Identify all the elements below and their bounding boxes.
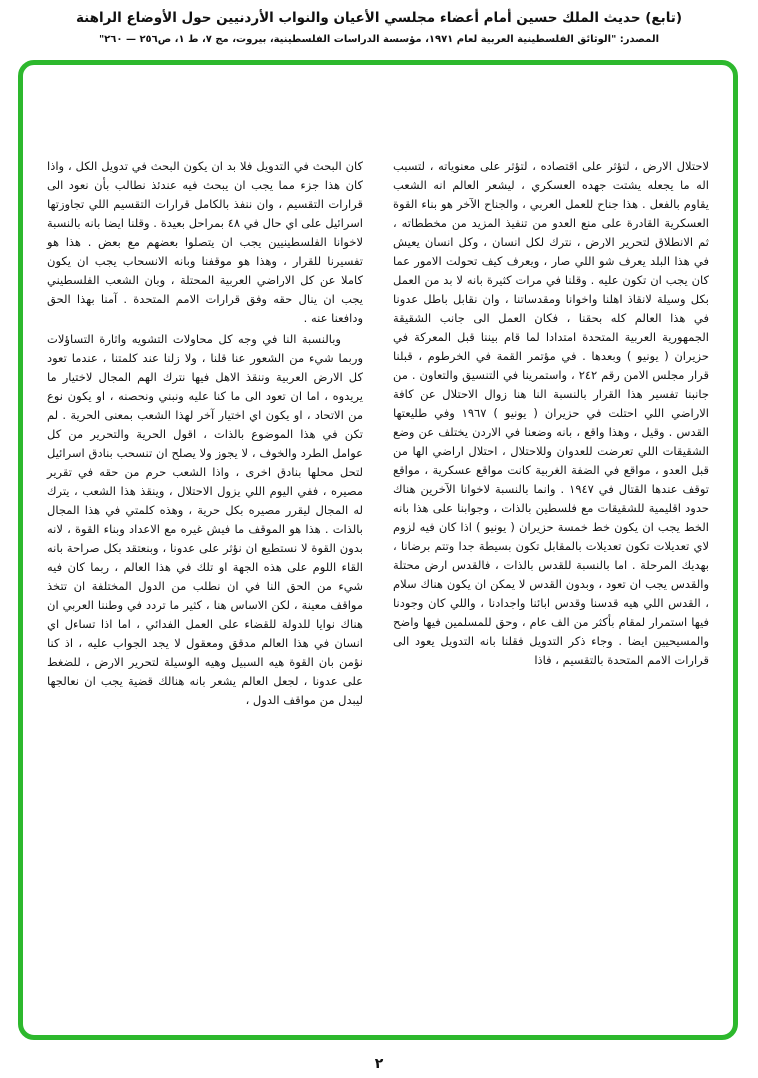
left-column: [47, 157, 363, 1015]
body-paragraph: كان البحث في التدويل فلا بد ان يكون البحث في تدويل الكل ، واذا كان هذا جزء مما يجب ان يبحث فيه عندئذ نطالب بأن نعود الى قرارات التقسيم ، وان ننفذ بالكامل قرارات التقسيم اللي تجاوزتها اسرائيل على اي حال في ٤٨ بمراحل بعيدة . وقلنا ايضا بانه بالنسبة لاخوانا الفلسطينيين يجب ان يتصلوا بعضهم مع بعض . هذا هو تفسيرنا للقرار ، وهذا هو موقفنا وبانه الانسحاب يجب ان يكون كاملا عن كل الاراضي العربية المحتلة ، وبان الشعب الفلسطيني يجب ان ينال حقه وفق قرارات الامم المتحدة . آمنا بهذا الحق ودافعنا عنه .: [47, 159, 364, 325]
page-number: ٢: [374, 1056, 384, 1072]
right-column: [393, 157, 709, 1015]
document-title: (تابع) حديث الملك حسين أمام أعضاء مجلسي الأعيان والنواب الأردنيين حول الأوضاع الراهنة: [75, 10, 683, 26]
page-header: [0, 0, 758, 45]
green-border-frame: [18, 60, 738, 1040]
source-line: المصدر: "الوثائق الفلسطينية العربية لعام ١٩٧١، مؤسسة الدراسات الفلسطينية، بيروت، مج ٧، ط ١، ص٢٥٦ — ٢٦٠": [98, 34, 660, 45]
text-columns: [23, 65, 733, 1035]
body-paragraph: لاحتلال الارض ، لتؤثر على اقتصاده ، لتؤثر على معنوياته ، لتسبب اله ما يجعله يشتت جهده العسكري ، ليشعر العالم انه الشعب يقاوم بالفعل . هذا جناح للعمل العربي ، والجناح الآخر هو بناء القوة العسكرية القادرة على منع العدو من تنفيذ المزيد من مخططاته ، ثم الانطلاق لتحرير الارض ، نترك لكل انسان ، وكل انسان يعيش في هذا البلد يعرف شو اللي صار ، ويعرف كيف تحولت الامور عما كان يجب ان تكون عليه . وقلنا في مرات كثيرة بانه لا بد من العمل بكل وسيلة لانقاذ اهلنا واخوانا ومقدساتنا ، وان نقابل باطل عدونا في هذا العالم كله بحقنا ، فكان العمل الى جانب الشقيقة الجمهورية العربية المتحدة امتدادا لما قام بيننا قبل المعركة في حزيران ( يونيو ) وبعدها . في مؤتمر القمة في الخرطوم ، قبلنا قرار مجلس الامن رقم ٢٤٢ ، واستمرينا في التنسيق والتعاون . من جانبنا تفسير هذا القرار بالنسبة النا هنا زوال الاحتلال عن كافة الاراضي اللي احتلت في حزيران ( يونيو ) ١٩٦٧ وفي طليعتها القدس . وقيل ، وهذا واقع ، بانه وضعنا في الاردن يختلف عن وضع الشقيقات اللي تعرضت للعدوان وللاحتلال ، احتلال اراضي الها من قبل العدو ، مواقع في الضفة الغربية كانت مواقع عسكرية ، مواقع توقف عندها القتال في ١٩٤٧ . وانما بالنسبة لاخوانا الآخرين هناك حدود اقليمية للشقيقات مع فلسطين بالذات ، وجوابنا على هذا بانه الخط يجب ان يكون خط خمسة حزيران ( يونيو ) اذا كان فيه لزوم لاي تعديلات تكون تعديلات بالمقابل تكون بسيطة جدا وتتم برضانا ، بهديك المرحلة . اما بالنسبة للقدس بالذات ، فالقدس ارض محتلة والقدس يجب ان تعود ، وبدون القدس لا يمكن ان يكون هناك سلام ، القدس اللي هيه قدسنا وقدس ابائنا واجدادنا ، واللي كان وجودنا فيها استمرار لمقام بأكثر من الف عام ، وحق للمسلمين فيها واضح والمسيحيين ايضا . وجاء ذكر التدويل فقلنا بانه التدويل يعود الى قرارات الامم المتحدة بالتقسيم ، فاذا: [393, 159, 710, 667]
body-paragraph: وبالنسبة النا في وجه كل محاولات التشويه واثارة التساؤلات وربما شيء من الشعور عنا قلنا ، ولا زلنا عند كلمتنا ، عندما تعود كل الارض العربية وننقذ الاهل فيها نترك الهم المجال لاختيار ما يريدوه ، اما ان تعود الى ما كنا عليه ونبني ونحصنه ، او يكون نوع من الاتحاد ، او يكون اي اختيار آخر لهذا الشعب بمعنى الحرية . لم تكن في هذا الموضوع بالذات ، اقول الحرية والتحرير من كل عوامل الطرد والخوف ، لا يجوز ولا يصلح ان تنسحب بنادق اسرائيل لتحل محلها بنادق اخرى ، واذا الشعب حرم من حقه في تقرير مصيره ، ففي اليوم اللي يزول الاحتلال ، وينقذ هذا الشعب ، يترك له المجال ليقرر مصيره بكل حرية ، وهذه كلمتي في هذا المجال بالذات . هذا هو الموقف ما فيش غيره مع الاعداد وبناء القوة ، لانه بدون القوة لا نستطيع ان نؤثر على عدونا ، وبنعتقد بكل صراحة بانه القاء اللوم على هذه الجهة او تلك في هذا العالم ، ربما كان فيه شيء من الحق النا في ان نطلب من الدول المختلفة ان تتخذ مواقف معينة ، لكن الاساس هنا ، كثير ما تردد في وطننا العربي ان هناك نوايا للدولة للقضاء على العمل الفدائي ، اما اذا تساءل اي انسان في هذا العالم مدقق ومعقول لا يجد الجواب عليه ، اذ كنا نؤمن بان القوة هيه السبيل وهيه الوسيلة لتحرير الارض ، للضغط على عدونا ، لجعل العالم يشعر بانه هنالك قضية يجب ان نعالجها ليبدل من مواقف الدول ،: [47, 332, 363, 707]
